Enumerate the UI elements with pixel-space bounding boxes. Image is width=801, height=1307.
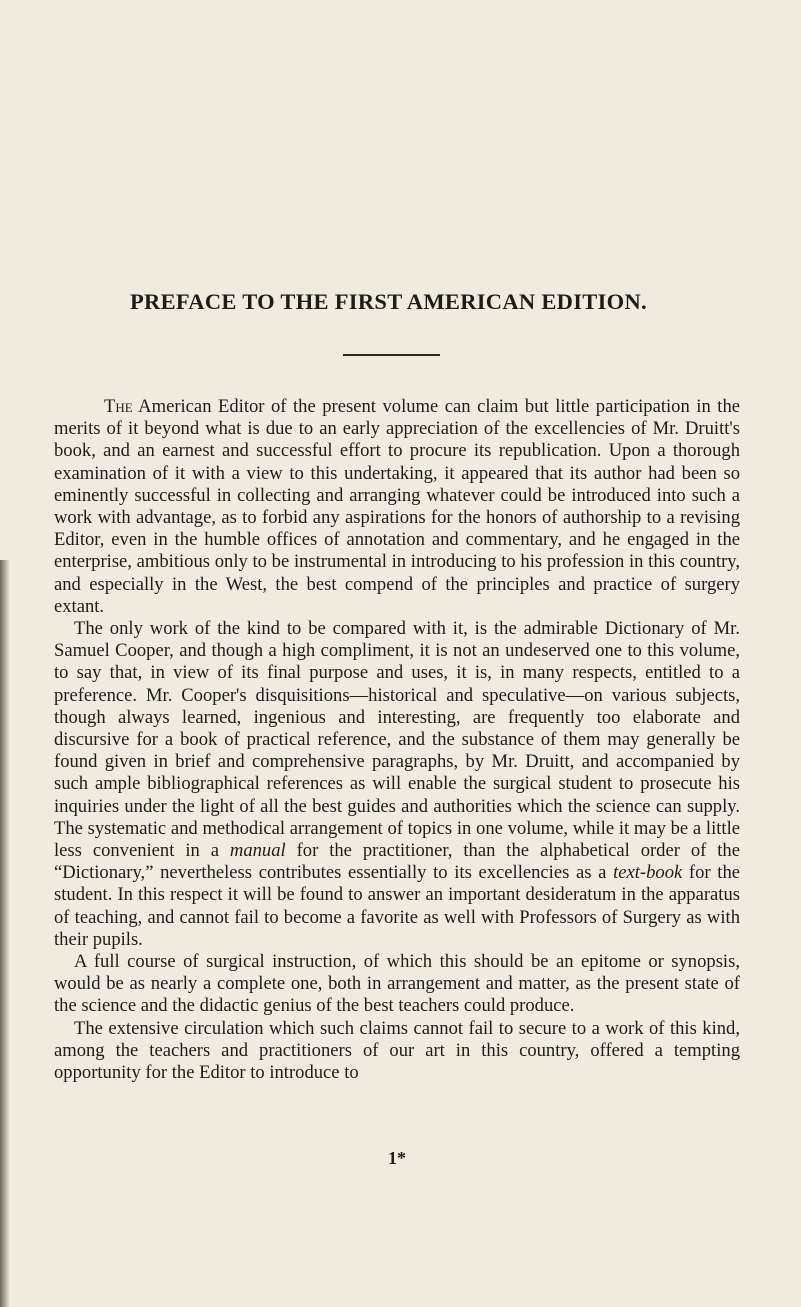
paragraph-2 [54,618,740,951]
paragraph-2-text-c: for the student. In this respect it will be found to answer an important desideratum in the apparatus of teaching, and cannot fail to become a favorite as well with Professors of Surgery as with their pupils. [54,862,740,950]
paragraph-1-text: American Editor of the present volume can claim but little participation in the merits of it beyond what is due to an early appreciation of the excellencies of Mr. Druitt's book, and an earnest and successful effort to procure its republication. Upon a thorough examination of it with a view to this undertaking, it appeared that its author had been so eminently successful in collecting and arranging whatever could be introduced into such a work with advantage, as to forbid any aspirations for the honors of authorship to a revising Editor, even in the humble offices of annotation and commentary, and he engaged in the enterprise, ambitious only to be instrumental in introducing to his profession in this country, and especially in the West, the best compend of the principles and practice of surgery extant. [54,396,740,617]
paragraph-2-italic-textbook: text-book [613,862,683,884]
title-divider [343,354,440,356]
page-title: PREFACE TO THE FIRST AMERICAN EDITION. [130,289,647,314]
paragraph-2-italic-manual: manual [229,840,286,862]
page-edge-shadow [0,560,10,1307]
paragraph-3: A full course of surgical instruction, of which this should be an epitome or synopsis, would be as nearly a complete one, both in arrangement and matter, as the present state of the science and the didactic genius of the best teachers could produce. [54,951,740,1017]
paragraph-2-text-a: The only work of the kind to be compared with it, is the admirable Dictionary of Mr. Samuel Cooper, and though a high compliment, it is not an undeserved one to this volume, to say that, in view of its final purpose and uses, it is, in many respects, entitled to a preference. Mr. Cooper's disquisitions—historical and speculative—on various subjects, though always learned, ingenious and interesting, are frequently too elaborate and discursive for a book of practical reference, and the substance of them may generally be found given in brief and comprehensive paragraphs, by Mr. Druitt, and accompanied by such ample bibliographical references as will enable the surgical student to prosecute his inquiries under the light of all the best guides and authorities which the science can supply. The systematic and methodical arrangement of topics in one volume, while it may be a little less convenient in a [54,618,740,862]
signature-mark: 1* [388,1148,406,1168]
paragraph-4: The extensive circulation which such claims cannot fail to secure to a work of this kind, among the teachers and practitioners of our art in this country, offered a tempting opportunity for the Editor to introduce to [54,1017,740,1084]
paragraph-1-lead-word: The [104,396,133,417]
paragraph-1 [54,396,740,618]
preface-body [54,396,740,1084]
paragraph-2-text-b: for the practitioner, than the alphabetical order of the “Dictionary,” nevertheless contributes essentially to its excellencies as a [54,840,740,884]
